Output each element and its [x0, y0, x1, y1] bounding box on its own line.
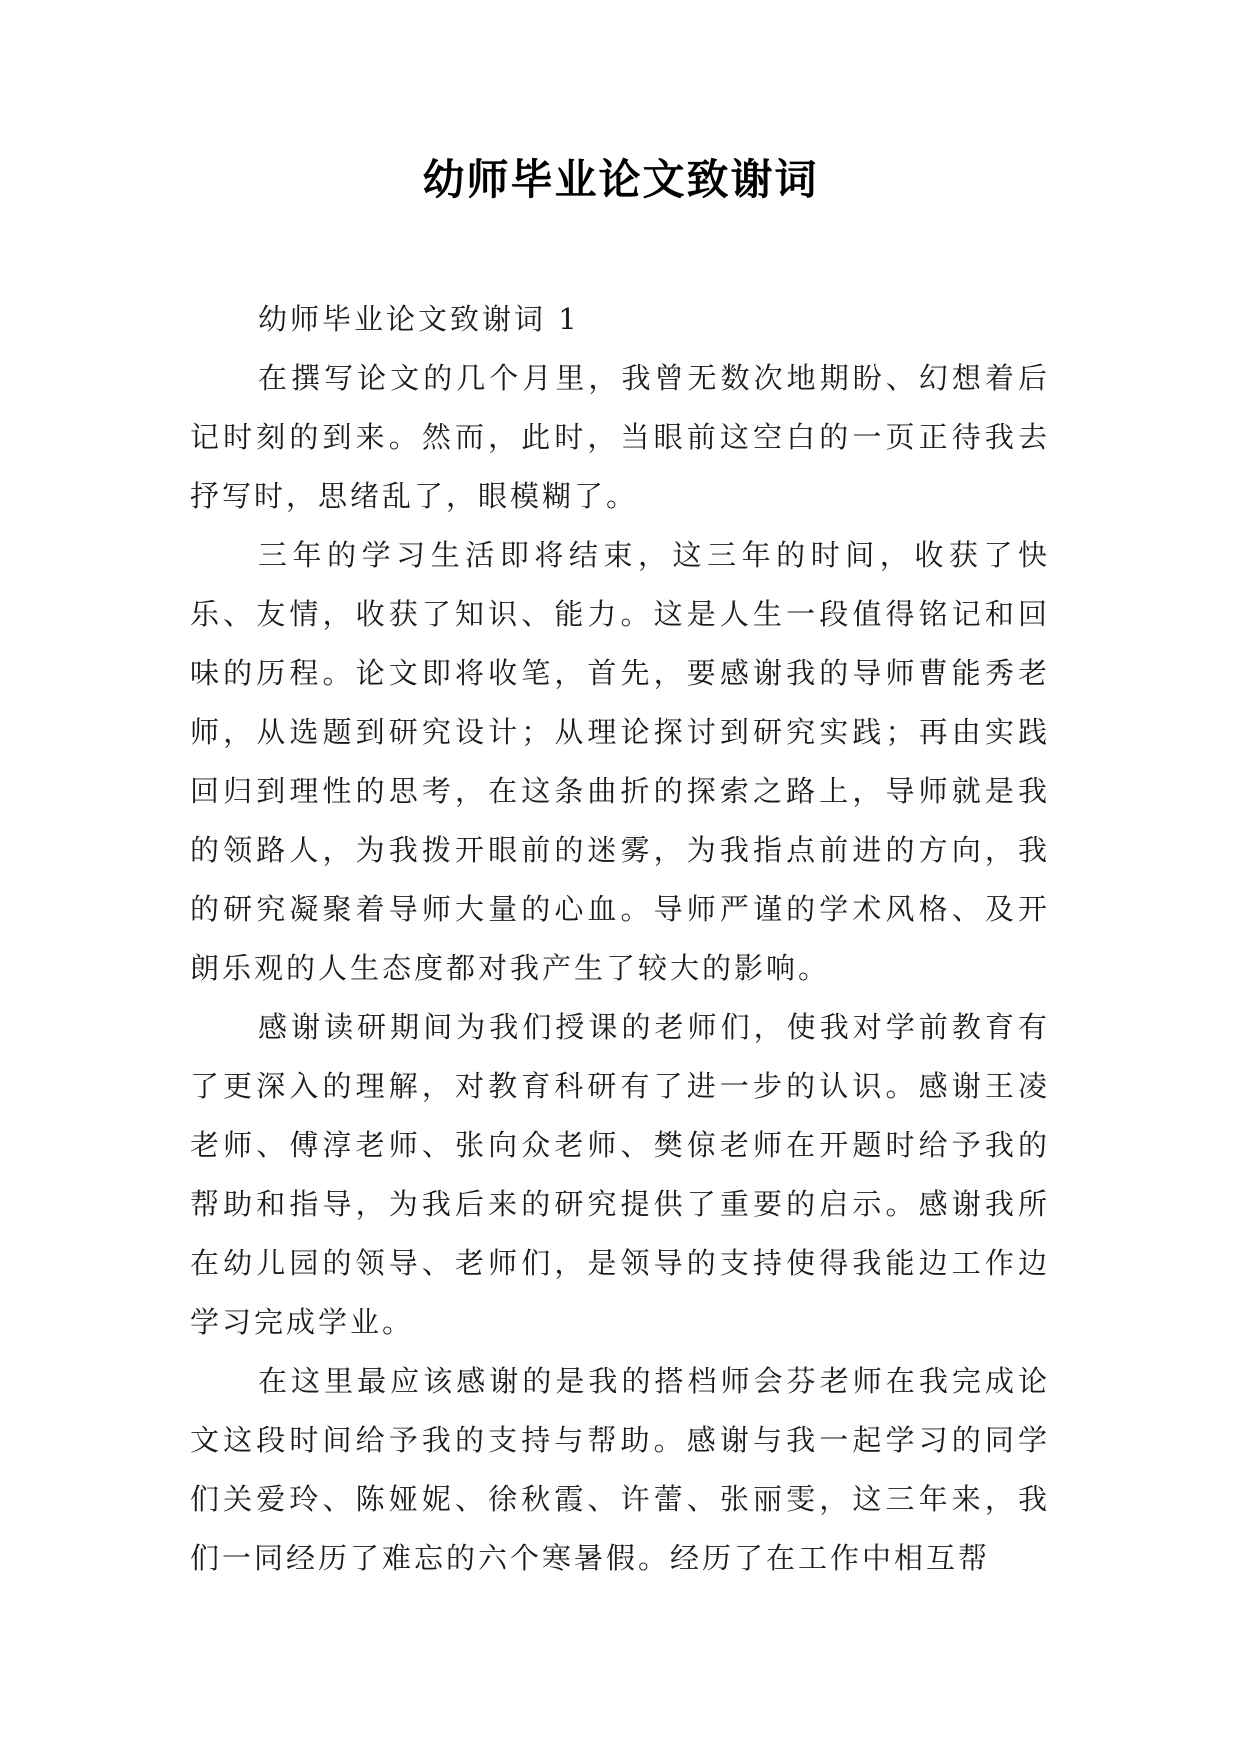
paragraph-4: 在这里最应该感谢的是我的搭档师会芬老师在我完成论文这段时间给予我的支持与帮助。感谢与我一起学习的同学们关爱玲、陈娅妮、徐秋霞、许蕾、张丽雯，这三年来，我们一同经历了难忘的六个寒暑假。经历了在工作中相互帮	[190, 1364, 1050, 1575]
paragraph-2: 三年的学习生活即将结束，这三年的时间，收获了快乐、友情，收获了知识、能力。这是人生一段值得铭记和回味的历程。论文即将收笔，首先，要感谢我的导师曹能秀老师，从选题到研究设计；从理论探讨到研究实践；再由实践回归到理性的思考，在这条曲折的探索之路上，导师就是我的领路人，为我拨开眼前的迷雾，为我指点前进的方向，我的研究凝聚着导师大量的心血。导师严谨的学术风格、及开朗乐观的人生态度都对我产生了较大的影响。	[190, 538, 1050, 985]
page-title: 幼师毕业论文致谢词	[422, 155, 819, 204]
paragraph-3: 感谢读研期间为我们授课的老师们，使我对学前教育有了更深入的理解，对教育科研有了进一步的认识。感谢王凌老师、傅淳老师、张向众老师、樊倞老师在开题时给予我的帮助和指导，为我后来的研究提供了重要的启示。感谢我所在幼儿园的领导、老师们，是领导的支持使得我能边工作边学习完成学业。	[190, 1010, 1050, 1339]
document-body	[190, 290, 1050, 1588]
section-heading: 幼师毕业论文致谢词 1	[258, 302, 580, 336]
paragraph-1: 在撰写论文的几个月里，我曾无数次地期盼、幻想着后记时刻的到来。然而，此时，当眼前这空白的一页正待我去抒写时，思绪乱了，眼模糊了。	[190, 361, 1050, 513]
